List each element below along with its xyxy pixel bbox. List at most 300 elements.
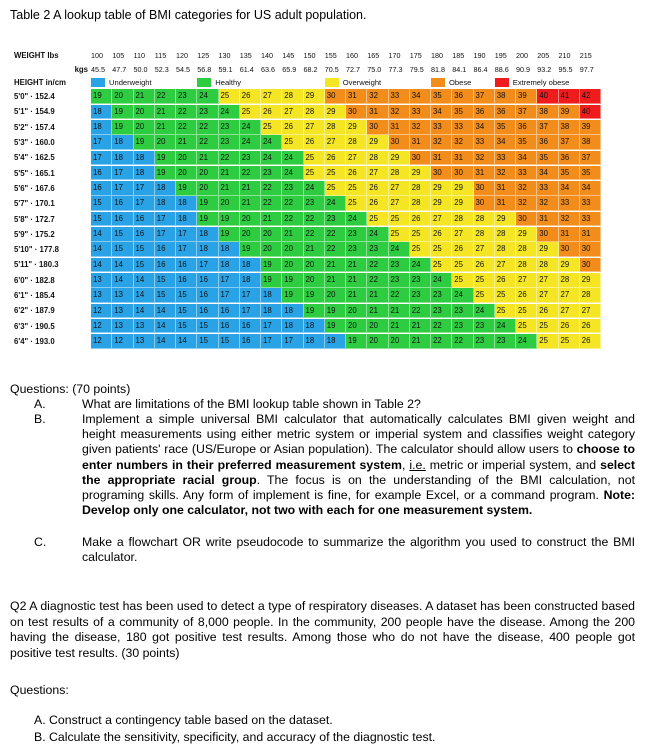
weight-kgs-value: 52.3: [154, 64, 169, 74]
bmi-cell: 27: [389, 196, 410, 211]
bmi-cell: 27: [559, 288, 580, 303]
table-row: [14, 303, 628, 318]
height-label: 5'9" · 175.2: [14, 229, 55, 239]
bmi-cell: 25: [537, 319, 558, 334]
bmi-cell: 30: [580, 242, 601, 257]
bmi-cell: 36: [559, 151, 580, 166]
weight-lbs-header: [14, 48, 628, 62]
bmi-cell: 35: [537, 151, 558, 166]
weight-lbs-value: 100: [91, 50, 103, 60]
bmi-cell: 23: [431, 288, 452, 303]
bmi-cell: 27: [282, 105, 303, 120]
bmi-cell: 28: [389, 166, 410, 181]
bmi-cell: 32: [537, 196, 558, 211]
bmi-cell: 22: [389, 288, 410, 303]
category-healthy: [197, 78, 325, 87]
bmi-cell: 18: [219, 242, 240, 257]
bmi-cell: 20: [155, 135, 176, 150]
weight-lbs-value: 160: [346, 50, 358, 60]
bmi-cell: 14: [91, 227, 112, 242]
bmi-cell: 25: [346, 181, 367, 196]
bmi-cell: 19: [325, 319, 346, 334]
category-label: Healthy: [215, 78, 241, 87]
bmi-cell: 26: [580, 334, 601, 349]
bmi-cell: 32: [495, 166, 516, 181]
weight-lbs-value: 190: [473, 50, 486, 60]
bmi-cell: 27: [304, 120, 325, 135]
bmi-cell: 25: [452, 273, 473, 288]
bmi-cell: 18: [240, 273, 261, 288]
bmi-cell: 24: [240, 135, 261, 150]
bmi-cell: 17: [282, 334, 303, 349]
bmi-cell: 30: [474, 196, 495, 211]
bmi-cell: 19: [197, 212, 218, 227]
bmi-cell: 16: [91, 166, 112, 181]
table-row: [14, 89, 628, 104]
bmi-cell: 26: [474, 258, 495, 273]
bmi-cell: 26: [516, 288, 537, 303]
q2-b: B. Calculate the sensitivity, specificity, and accuracy of the diagnostic test.: [34, 730, 436, 744]
bmi-cell: 23: [176, 89, 197, 104]
bmi-cell: 28: [304, 105, 325, 120]
bmi-cell: 25: [219, 89, 240, 104]
bmi-cell: 28: [559, 273, 580, 288]
bmi-cell: 35: [559, 166, 580, 181]
bmi-cell: 25: [452, 258, 473, 273]
bmi-cell: 32: [452, 135, 473, 150]
bmi-cell: 31: [389, 120, 410, 135]
bmi-cell: 25: [431, 258, 452, 273]
bmi-cell: 21: [155, 105, 176, 120]
bmi-cell: 33: [474, 135, 495, 150]
bmi-cell: 29: [346, 120, 367, 135]
bmi-cell: 34: [431, 105, 452, 120]
bmi-cell: 29: [580, 273, 601, 288]
table-row: [14, 273, 628, 288]
table-row: [14, 181, 628, 196]
bmi-cell: 13: [91, 273, 112, 288]
bmi-cell: 14: [155, 319, 176, 334]
bmi-cell: 23: [219, 135, 240, 150]
bmi-cell: 36: [452, 89, 473, 104]
bmi-cell: 29: [367, 135, 388, 150]
bmi-cell: 18: [155, 196, 176, 211]
table-row: [14, 165, 628, 180]
bmi-cell: 22: [304, 227, 325, 242]
bmi-cell: 21: [240, 196, 261, 211]
bmi-cell: 25: [304, 151, 325, 166]
bmi-cell: 24: [431, 273, 452, 288]
bmi-cell: 19: [112, 105, 133, 120]
weight-kgs-value: 70.5: [324, 64, 339, 74]
bmi-cell: 18: [176, 196, 197, 211]
bmi-cell: 16: [219, 319, 240, 334]
bmi-cell: 18: [219, 258, 240, 273]
bmi-cell: 39: [559, 105, 580, 120]
bmi-cell: 29: [495, 212, 516, 227]
kgs-label: kgs: [74, 64, 88, 74]
bmi-cell: 20: [197, 166, 218, 181]
bmi-cell: 32: [367, 89, 388, 104]
height-label: 5'3" · 160.0: [14, 138, 55, 148]
bmi-cell: 16: [112, 196, 133, 211]
bmi-cell: 28: [410, 196, 431, 211]
bmi-cell: 37: [474, 89, 495, 104]
weight-lbs-value: 135: [239, 50, 252, 60]
bmi-cell: 14: [155, 334, 176, 349]
bmi-cell: 31: [537, 212, 558, 227]
bmi-cell: 20: [261, 227, 282, 242]
bmi-cell: 42: [580, 89, 601, 104]
bmi-cell: 24: [261, 135, 282, 150]
bmi-cell: 37: [580, 151, 601, 166]
weight-lbs-value: 180: [431, 50, 443, 60]
bmi-cell: 21: [134, 89, 155, 104]
category-overweight: [325, 78, 431, 87]
bmi-cell: 18: [134, 166, 155, 181]
bmi-cell: 27: [537, 288, 558, 303]
bmi-cell: 26: [325, 151, 346, 166]
weight-lbs-value: 175: [409, 50, 422, 60]
bmi-cell: 32: [474, 151, 495, 166]
bmi-cell: 34: [516, 151, 537, 166]
bmi-cell: 24: [474, 304, 495, 319]
table-title: Table 2 A lookup table of BMI categories for US adult population.: [10, 8, 367, 22]
bmi-cell: 31: [367, 105, 388, 120]
bmi-cell: 22: [304, 212, 325, 227]
weight-kgs-value: 77.3: [388, 64, 403, 74]
bmi-cell: 34: [410, 89, 431, 104]
bmi-cell: 22: [431, 334, 452, 349]
height-label: 6'4" · 193.0: [14, 336, 55, 346]
bmi-cell: 16: [91, 181, 112, 196]
bmi-cell: 26: [495, 273, 516, 288]
bmi-cell: 30: [410, 151, 431, 166]
weight-label: WEIGHT lbs: [14, 50, 59, 60]
bmi-cell: 21: [219, 181, 240, 196]
bmi-cell: 30: [474, 181, 495, 196]
weight-lbs-value: 165: [367, 50, 380, 60]
bmi-cell: 33: [389, 89, 410, 104]
bmi-cell: 29: [452, 196, 473, 211]
bmi-cell: 17: [176, 227, 197, 242]
bmi-cell: 23: [346, 227, 367, 242]
bmi-cell: 21: [176, 135, 197, 150]
weight-lbs-value: 150: [303, 50, 316, 60]
bmi-cell: 22: [431, 319, 452, 334]
bmi-cell: 15: [112, 227, 133, 242]
bmi-cell: 32: [410, 120, 431, 135]
weight-kgs-value: 72.7: [346, 64, 360, 74]
bmi-cell: 16: [197, 288, 218, 303]
bmi-cell: 23: [452, 319, 473, 334]
bmi-cell: 17: [134, 181, 155, 196]
bmi-cell: 13: [134, 334, 155, 349]
bmi-cell: 39: [580, 120, 601, 135]
bmi-cell: 25: [389, 227, 410, 242]
height-label: 5'0" · 152.4: [14, 92, 55, 102]
bmi-cell: 34: [537, 166, 558, 181]
bmi-cell: 18: [112, 135, 133, 150]
bmi-cell: 33: [580, 196, 601, 211]
bmi-cell: 19: [91, 89, 112, 104]
bmi-cell: 21: [346, 273, 367, 288]
bmi-cell: 17: [155, 227, 176, 242]
weight-kgs-value: 75.0: [367, 64, 382, 74]
bmi-cell: 37: [559, 135, 580, 150]
bmi-cell: 22: [325, 227, 346, 242]
bmi-cell: 16: [176, 273, 197, 288]
bmi-cell: 32: [431, 135, 452, 150]
height-label: HEIGHT in/cm: [14, 78, 66, 87]
bmi-cell: 24: [389, 242, 410, 257]
weight-lbs-value: 145: [282, 50, 295, 60]
bmi-cell: 26: [410, 212, 431, 227]
bmi-cell: 26: [452, 242, 473, 257]
bmi-cell: 25: [282, 135, 303, 150]
bmi-cell: 34: [580, 181, 601, 196]
bmi-cell: 25: [325, 166, 346, 181]
bmi-cell: 40: [580, 105, 601, 120]
bmi-cell: 25: [325, 181, 346, 196]
bmi-cell: 27: [474, 242, 495, 257]
table-row: [14, 135, 628, 150]
bmi-cell: 24: [495, 319, 516, 334]
weight-kgs-value: 97.7: [579, 64, 594, 74]
bmi-cell: 27: [516, 273, 537, 288]
bmi-cell: 33: [495, 151, 516, 166]
bmi-cell: 33: [452, 120, 473, 135]
bmi-cell: 23: [389, 258, 410, 273]
bmi-cell: 36: [516, 120, 537, 135]
weight-kgs-value: 45.5: [91, 64, 105, 74]
bmi-cell: 18: [261, 288, 282, 303]
bmi-cell: 19: [155, 166, 176, 181]
bmi-cell: 24: [516, 334, 537, 349]
q1-heading: Questions: (70 points): [10, 382, 131, 396]
bmi-cell: 13: [134, 319, 155, 334]
bmi-cell: 28: [474, 227, 495, 242]
category-label: Obese: [449, 78, 472, 87]
bmi-cell: 22: [282, 196, 303, 211]
bmi-cell: 18: [91, 105, 112, 120]
bmi-cell: 17: [197, 258, 218, 273]
weight-lbs-value: 170: [388, 50, 401, 60]
bmi-cell: 24: [261, 151, 282, 166]
bmi-cell: 22: [261, 181, 282, 196]
bmi-cell: 26: [431, 227, 452, 242]
bmi-cell: 25: [410, 242, 431, 257]
bmi-cell: 14: [112, 273, 133, 288]
bmi-cell: 22: [197, 120, 218, 135]
weight-lbs-value: 205: [537, 50, 550, 60]
bmi-cell: 28: [367, 151, 388, 166]
weight-kgs-value: 88.6: [494, 64, 509, 74]
bmi-cell: 19: [261, 258, 282, 273]
bmi-cell: 22: [240, 166, 261, 181]
weight-kgs-value: 56.8: [197, 64, 212, 74]
bmi-cell: 14: [176, 334, 197, 349]
bmi-cell: 24: [282, 151, 303, 166]
bmi-cell: 23: [304, 196, 325, 211]
bmi-cell: 38: [537, 105, 558, 120]
weight-kgs-value: 93.2: [537, 64, 552, 74]
bmi-cell: 28: [325, 120, 346, 135]
bmi-cell: 16: [197, 304, 218, 319]
bmi-cell: 16: [197, 273, 218, 288]
bmi-cell: 22: [452, 334, 473, 349]
bmi-cell: 25: [474, 273, 495, 288]
bmi-cell: 12: [91, 334, 112, 349]
weight-kgs-value: 59.1: [218, 64, 233, 74]
bmi-cell: 18: [304, 319, 325, 334]
bmi-cell: 29: [537, 242, 558, 257]
bmi-cell: 13: [112, 304, 133, 319]
bmi-cell: 19: [325, 304, 346, 319]
q2-heading: Questions:: [10, 683, 69, 697]
bmi-cell: 28: [410, 181, 431, 196]
bmi-cell: 33: [410, 105, 431, 120]
bmi-cell: 21: [282, 227, 303, 242]
bmi-cell: 31: [580, 227, 601, 242]
bmi-cell: 25: [495, 304, 516, 319]
bmi-cell: 15: [176, 319, 197, 334]
bmi-cell: 32: [389, 105, 410, 120]
bmi-cell: 20: [112, 89, 133, 104]
bmi-cell: 36: [474, 105, 495, 120]
bmi-cell: 15: [91, 212, 112, 227]
bmi-cell: 30: [537, 227, 558, 242]
bmi-cell: 31: [474, 166, 495, 181]
bmi-cell: 20: [240, 212, 261, 227]
bmi-cell: 25: [261, 120, 282, 135]
bmi-cell: 35: [452, 105, 473, 120]
bmi-cell: 15: [155, 288, 176, 303]
category-extremely-obese: [495, 78, 601, 87]
bmi-cell: 23: [367, 242, 388, 257]
category-legend: [14, 76, 628, 89]
bmi-cell: 19: [346, 334, 367, 349]
bmi-cell: 15: [219, 334, 240, 349]
bmi-cell: 14: [112, 258, 133, 273]
bmi-cell: 12: [112, 334, 133, 349]
bmi-cell: 14: [91, 242, 112, 257]
bmi-cell: 26: [537, 304, 558, 319]
bmi-cell: 17: [261, 334, 282, 349]
bmi-cell: 20: [261, 242, 282, 257]
bmi-cell: 16: [134, 212, 155, 227]
bmi-cell: 17: [112, 166, 133, 181]
bmi-cell: 23: [282, 181, 303, 196]
bmi-cell: 14: [134, 304, 155, 319]
q1-a-letter: A.: [34, 397, 46, 411]
bmi-cell: 31: [559, 227, 580, 242]
bmi-cell: 32: [516, 196, 537, 211]
bmi-cell: 25: [516, 319, 537, 334]
weight-lbs-value: 195: [494, 50, 507, 60]
bmi-cell: 31: [452, 151, 473, 166]
bmi-cell: 41: [559, 89, 580, 104]
bmi-cell: 29: [431, 196, 452, 211]
bmi-cell: 26: [580, 319, 601, 334]
category-swatch: [325, 78, 339, 87]
bmi-cell: 21: [410, 334, 431, 349]
category-obese: [431, 78, 495, 87]
table-row: [14, 334, 628, 349]
bmi-cell: 20: [367, 334, 388, 349]
bmi-cell: 24: [346, 212, 367, 227]
bmi-cell: 29: [559, 258, 580, 273]
bmi-cell: 32: [559, 212, 580, 227]
bmi-cell: 25: [431, 242, 452, 257]
bmi-cell: 30: [516, 212, 537, 227]
bmi-cell: 26: [240, 89, 261, 104]
bmi-cell: 16: [134, 227, 155, 242]
bmi-cell: 25: [495, 288, 516, 303]
weight-kgs-value: 84.1: [452, 64, 467, 74]
bmi-cell: 31: [495, 196, 516, 211]
bmi-cell: 17: [134, 196, 155, 211]
bmi-cell: 30: [580, 258, 601, 273]
bmi-cell: 25: [304, 166, 325, 181]
bmi-cell: 23: [197, 105, 218, 120]
bmi-cell: 36: [495, 105, 516, 120]
table-row: [14, 120, 628, 135]
bmi-cell: 33: [537, 181, 558, 196]
bmi-cell: 37: [516, 105, 537, 120]
bmi-cell: 26: [261, 105, 282, 120]
bmi-cell: 34: [495, 135, 516, 150]
q1-a-text: What are limitations of the BMI lookup table shown in Table 2?: [82, 397, 421, 411]
weight-lbs-value: 125: [197, 50, 210, 60]
table-row: [14, 227, 628, 242]
bmi-cell: 14: [134, 288, 155, 303]
height-label: 5'10" · 177.8: [14, 245, 59, 255]
height-label: 5'11" · 180.3: [14, 260, 59, 270]
weight-kgs-value: 95.5: [558, 64, 573, 74]
bmi-cell: 27: [261, 89, 282, 104]
bmi-cell: 15: [176, 288, 197, 303]
bmi-cell: 15: [112, 242, 133, 257]
bmi-cell: 13: [91, 288, 112, 303]
weight-lbs-value: 140: [261, 50, 273, 60]
category-swatch: [91, 78, 105, 87]
bmi-grid: [14, 89, 628, 349]
bmi-cell: 20: [346, 304, 367, 319]
bmi-cell: 23: [431, 304, 452, 319]
bmi-cell: 30: [325, 89, 346, 104]
bmi-cell: 18: [134, 151, 155, 166]
bmi-cell: 32: [516, 181, 537, 196]
bmi-cell: 21: [346, 258, 367, 273]
table-row: [14, 104, 628, 119]
height-label: 5'1" · 154.9: [14, 107, 55, 117]
bmi-cell: 18: [176, 212, 197, 227]
bmi-cell: 23: [325, 212, 346, 227]
bmi-cell: 22: [410, 304, 431, 319]
bmi-cell: 38: [559, 120, 580, 135]
bmi-cell: 21: [367, 304, 388, 319]
bmi-cell: 18: [282, 304, 303, 319]
bmi-cell: 23: [346, 242, 367, 257]
bmi-cell: 16: [155, 258, 176, 273]
bmi-cell: 37: [537, 120, 558, 135]
bmi-cell: 17: [219, 273, 240, 288]
bmi-cell: 24: [410, 258, 431, 273]
bmi-cell: 26: [346, 166, 367, 181]
weight-kgs-value: 47.7: [112, 64, 127, 74]
bmi-cell: 21: [197, 151, 218, 166]
